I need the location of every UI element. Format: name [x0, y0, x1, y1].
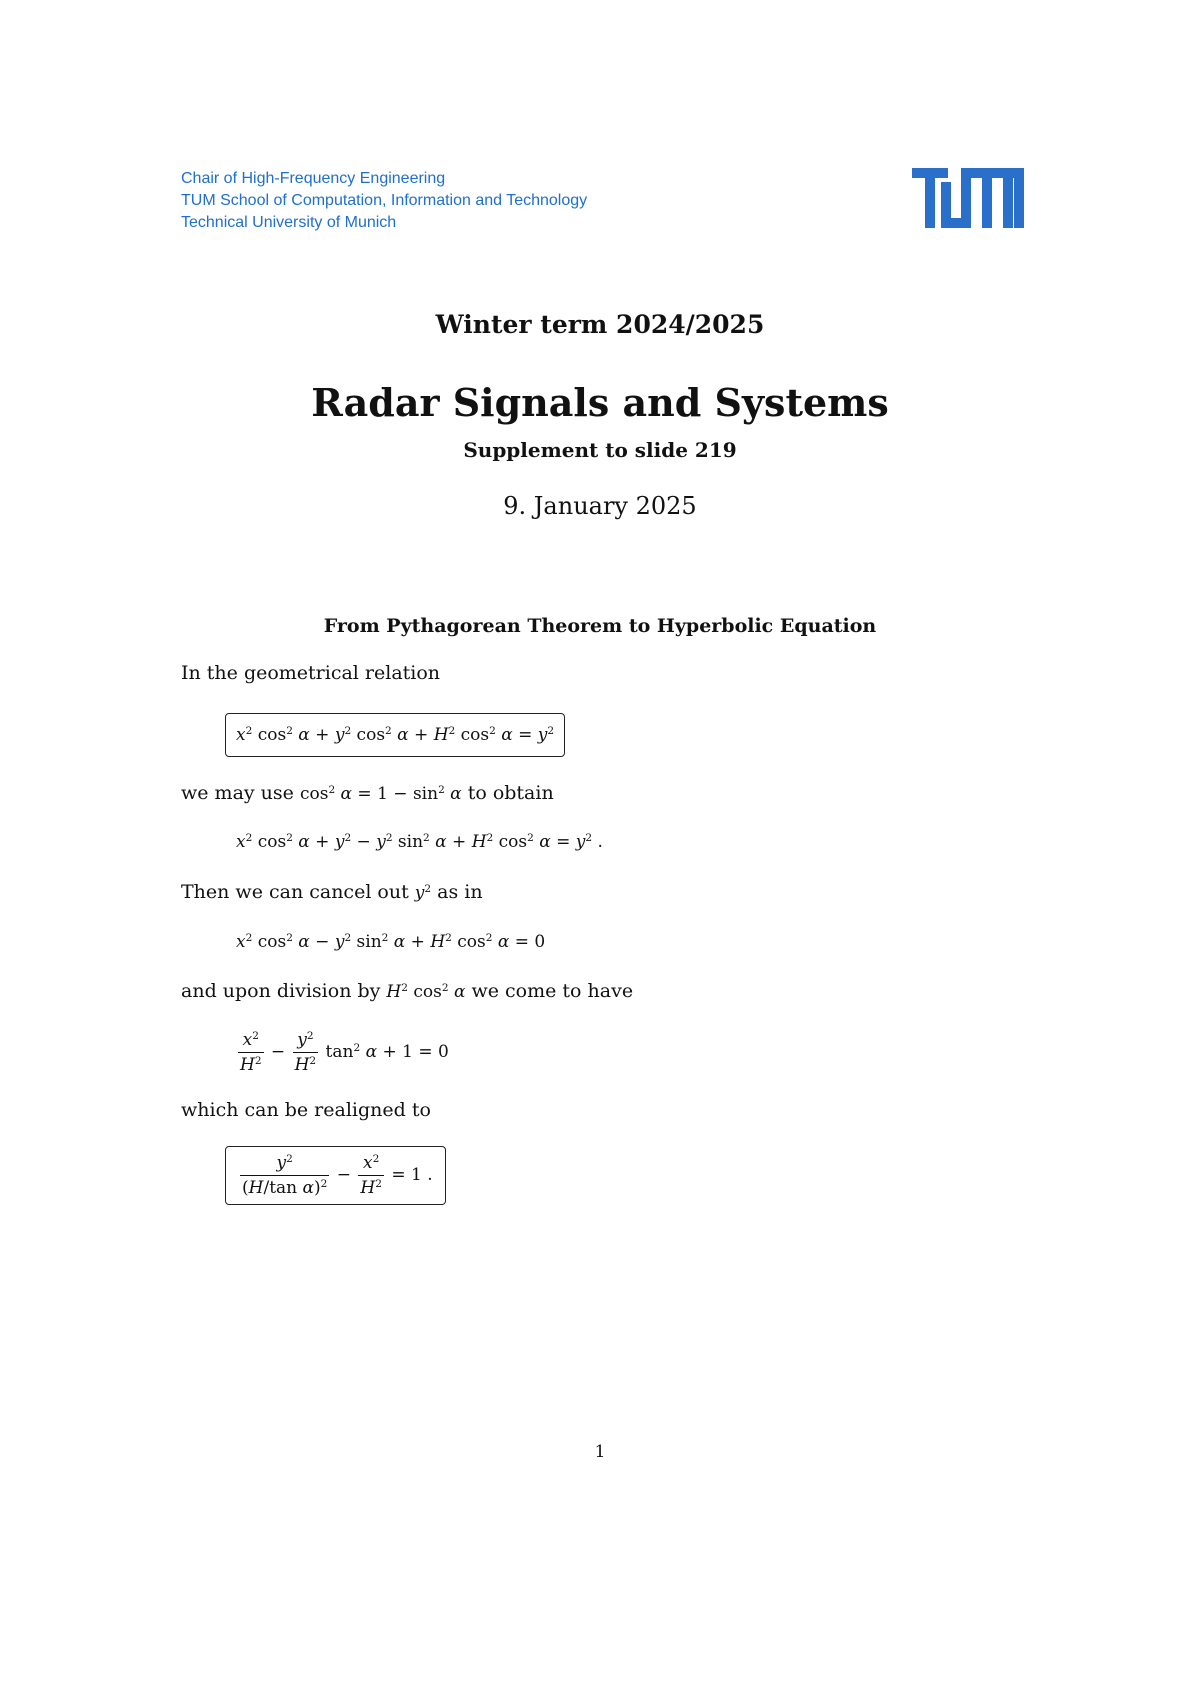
paragraph-identity-pre: we may use	[181, 782, 294, 804]
institution-line-chair: Chair of High-Frequency Engineering	[181, 170, 446, 187]
paragraph-intro: In the geometrical relation	[181, 662, 441, 684]
institution-line-university: Technical University of Munich	[181, 214, 397, 231]
institution-line-school: TUM School of Computation, Information and Technology	[181, 192, 588, 209]
fraction-y2-over-H2: $\frac{y^2}{H^2}$	[294, 1030, 317, 1075]
term-y-squared: $y^2$	[414, 883, 432, 903]
paragraph-division-post: we come to have	[471, 980, 634, 1002]
paragraph-cancel-post: as in	[437, 881, 483, 903]
section-title: From Pythagorean Theorem to Hyperbolic Equation	[323, 615, 877, 637]
document-subtitle: Supplement to slide 219	[463, 438, 737, 462]
institution-block	[181, 168, 587, 234]
equation-divided: $\frac{x^2}{H^2}$ − $\frac{y^2}{H^2}$ $\tan^2 \alpha + 1 = 0$	[240, 1030, 449, 1075]
equation-substituted: $x^2$ $\cos^2 \alpha + y^2 - y^2$ $\sin^2 \alpha + H^2$ $\cos^2 \alpha = y^2$ .	[236, 832, 603, 852]
equation-cancelled: $x^2$ $\cos^2 \alpha - y^2$ $\sin^2 \alpha + H^2$ $\cos^2 \alpha = 0$	[236, 932, 546, 952]
fraction-y2-over-H-tan-alpha: $\frac{y^2}{(H/\tan \alpha)^2}$	[242, 1153, 328, 1198]
paragraph-identity	[181, 782, 554, 804]
paragraph-realign: which can be realigned to	[181, 1099, 431, 1121]
identity-cos-sin: $\cos^2 \alpha = 1 - \sin^2 \alpha$	[299, 784, 462, 804]
document-date: 9. January 2025	[503, 492, 697, 520]
fraction-x2-over-H2-final: $\frac{x^2}{H^2}$	[360, 1153, 382, 1198]
document-title: Radar Signals and Systems	[311, 380, 889, 425]
equation-geometric-relation: $x^2$ $\cos^2 \alpha + y^2$ $\cos^2 \alpha + H^2$ $\cos^2 \alpha = y^2$	[225, 713, 565, 757]
paragraph-cancel	[181, 881, 483, 903]
tum-logo	[912, 168, 1024, 228]
paragraph-division	[181, 980, 633, 1002]
equation-hyperbolic-result: $\frac{y^2}{(H/\tan \alpha)^2}$ − $\frac{x^2}{H^2}$ = 1 .	[225, 1146, 446, 1205]
page-number: 1	[594, 1442, 606, 1462]
paragraph-division-pre: and upon division by	[181, 980, 381, 1002]
fraction-x2-over-H2: $\frac{x^2}{H^2}$	[240, 1030, 262, 1075]
paragraph-identity-post: to obtain	[467, 782, 554, 804]
term-divisor: $H^2$ $\cos^2 \alpha$	[386, 982, 466, 1002]
term-heading: Winter term 2024/2025	[435, 310, 765, 339]
paragraph-cancel-pre: Then we can cancel out	[181, 881, 409, 903]
